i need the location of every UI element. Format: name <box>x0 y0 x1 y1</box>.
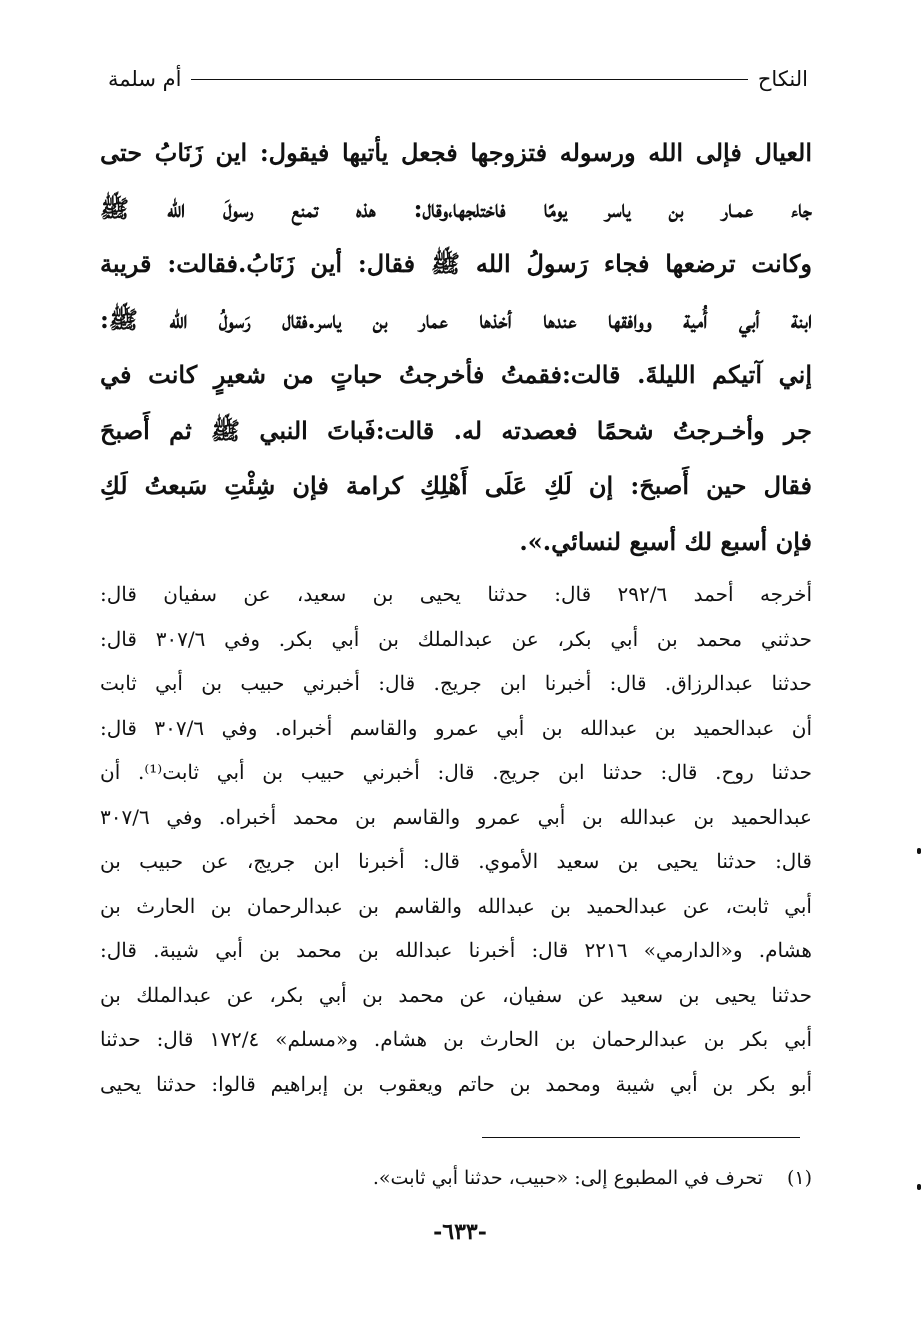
text-line: جاء عمـار بن ياسر يومًا فاختلجها،وقال: هذه تمنع رسولَ الله ﷺ <box>100 193 812 223</box>
source-line: أبو بكر بن أبي شيبة ومحمد بن حاتم ويعقوب بن إبراهيم قالوا: حدثنا يحيى <box>100 1071 812 1096</box>
source-line: حدثنا يحيى بن سعيد عن سفيان، عن محمد بن أبي بكر، عن عبدالملك بن <box>100 982 812 1007</box>
text-line: فإن أسبع لك أسبع لنسائي.». <box>519 526 812 556</box>
running-header <box>108 62 808 96</box>
takhrij-text <box>100 572 812 1106</box>
source-line: حدثني محمد بن أبي بكر، عن عبدالملك بن أبي بكر. وفي ٣٠٧/٦ قال: <box>100 626 812 651</box>
section-title: أم سلمة <box>108 67 182 91</box>
source-line: عبدالحميد بن عبدالله بن أبي عمرو والقاسم بن محمد أخبراه. وفي ٣٠٧/٦ <box>100 804 812 829</box>
footnote-text: تحرف في المطبوع إلى: «حبيب، حدثنا أبي ثابت». <box>372 1167 763 1189</box>
source-line: أبي بكر بن عبدالرحمان بن الحارث بن هشام. و«مسلم» ١٧٢/٤ قال: حدثنا <box>100 1027 812 1051</box>
footnote-separator <box>482 1137 800 1138</box>
scan-speck <box>917 848 921 854</box>
source-line: قال: حدثنا يحيى بن سعيد الأموي. قال: أخبرنا ابن جريج، عن حبيب بن <box>100 849 812 873</box>
text-line: فقال حين أَصبحَ: إن لَكِ عَلَى أَهْلِكِ كرامة فإن شِئْتِ سَبعتُ لَكِ <box>100 471 812 500</box>
text-line: ابنة أبي أُمية ووافقها عندها أخذها عمار بن ياسر.فقال رَسولُ الله ﷺ: <box>100 304 812 334</box>
page-number: -٦٣٣- <box>433 1219 487 1245</box>
text-line: جر وأخـرجتُ شحمًا فعصدته له. قالت:فَباتَ النبي ﷺ ثم أَصبحَ <box>100 415 812 445</box>
source-line: أبي ثابت، عن عبدالحميد بن عبدالله والقاسم بن عبدالرحمان بن الحارث بن <box>100 893 812 918</box>
header-rule <box>191 79 747 80</box>
footnote-number: (١) <box>786 1167 812 1189</box>
source-line: حدثنا روح. قال: حدثنا ابن جريج. قال: أخبرني حبيب بن أبي ثابت⁽¹⁾. أن <box>100 760 812 784</box>
footnote <box>200 1158 812 1198</box>
text-line: وكانت ترضعها فجاء رَسولُ الله ﷺ فقال: أين زَنَابُ.فقالت: قريبة <box>100 249 812 278</box>
scan-speck <box>917 1184 921 1190</box>
source-line: أن عبدالحميد بن عبدالله بن أبي عمرو والقاسم أخبراه. وفي ٣٠٧/٦ قال: <box>100 715 812 740</box>
source-line: هشام. و«الدارمي» ٢٢١٦ قال: أخبرنا عبدالله بن محمد بن أبي شيبة. قال: <box>100 938 812 962</box>
hadith-text <box>100 125 812 569</box>
text-line: العيال فإلى الله ورسوله فتزوجها فجعل يأتيها فيقول: اين زَنَابُ حتى <box>100 138 812 167</box>
text-line: إني آتيكم الليلةَ. قالت:فقمتُ فأخرجتُ حباتٍ من شعيرٍ كانت في <box>100 360 812 389</box>
source-line: أخرجه أحمد ٢٩٢/٦ قال: حدثنا يحيى بن سعيد، عن سفيان قال: <box>100 582 812 606</box>
source-line: حدثنا عبدالرزاق. قال: أخبرنا ابن جريج. قال: أخبرني حبيب بن أبي ثابت <box>100 671 812 695</box>
chapter-title: النكاح <box>757 67 808 91</box>
